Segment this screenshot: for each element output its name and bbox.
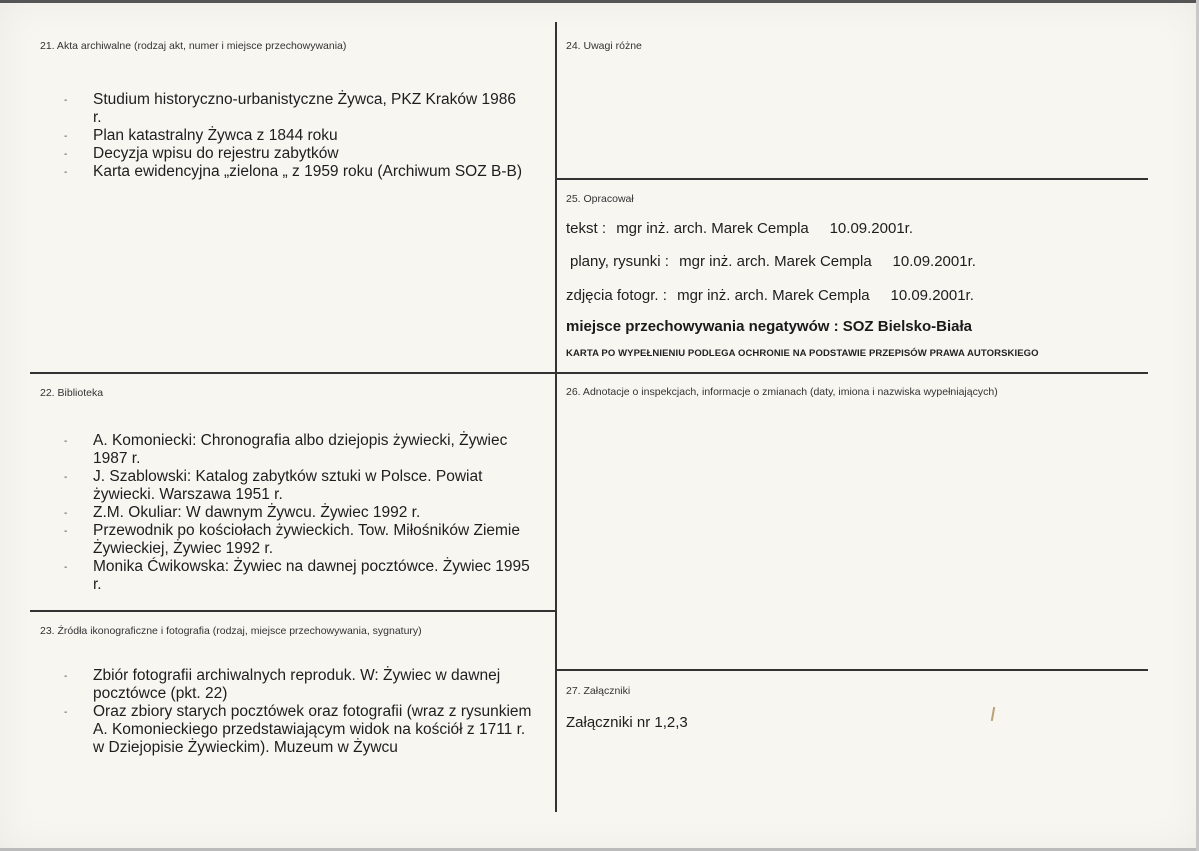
- divider-22-23: [30, 610, 556, 612]
- list-item: - Oraz zbiory starych pocztówek oraz fotografii (wraz z rysunkiem A. Komonieckiego przedstawiającym widok na kościół z 1711 r. w Dziejopisie Żywieckim). Muzeum w Żywcu: [64, 703, 536, 757]
- divider-26-27: [556, 669, 1148, 671]
- list-item: - A. Komoniecki: Chronografia albo dziejopis żywiecki, Żywiec 1987 r.: [64, 432, 532, 468]
- author-row-text: [566, 220, 913, 237]
- divider-24-25: [556, 178, 1148, 180]
- list-item: - Karta ewidencyjna „zielona „ z 1959 roku (Archiwum SOZ B-B): [64, 163, 524, 181]
- author-name: mgr inż. arch. Marek Cempla: [677, 287, 870, 304]
- pen-mark: [991, 707, 995, 721]
- author-row-drawings: [570, 253, 976, 270]
- author-role: zdjęcia fotogr. :: [566, 287, 667, 304]
- list-item: - Studium historyczno-urbanistyczne Żywca, PKZ Kraków 1986 r.: [64, 91, 524, 127]
- list-item: - Decyzja wpisu do rejestru zabytków: [64, 145, 524, 163]
- list-item: - J. Szablowski: Katalog zabytków sztuki w Polsce. Powiat żywiecki. Warszawa 1951 r.: [64, 468, 532, 504]
- section-27-label: 27. Załączniki: [566, 685, 631, 697]
- section-25-label: 25. Opracował: [566, 193, 634, 205]
- author-row-photos: [566, 287, 974, 304]
- author-date: 10.09.2001r.: [892, 253, 976, 270]
- attachments-value: Załączniki nr 1,2,3: [566, 714, 688, 731]
- copyright-notice: KARTA PO WYPEŁNIENIU PODLEGA OCHRONIE NA PODSTAWIE PRZEPISÓW PRAWA AUTORSKIEGO: [566, 348, 1039, 359]
- divider-25-26: [556, 372, 1148, 374]
- divider-21-22: [30, 372, 556, 374]
- column-divider: [555, 22, 557, 812]
- list-item: - Z.M. Okuliar: W dawnym Żywcu. Żywiec 1992 r.: [64, 504, 532, 522]
- section-26-label: 26. Adnotacje o inspekcjach, informacje o zmianach (daty, imiona i nazwiska wypełniających): [566, 386, 998, 398]
- list-item: - Plan katastralny Żywca z 1844 roku: [64, 127, 524, 145]
- section-23-list: [64, 667, 536, 757]
- list-item: - Monika Ćwikowska: Żywiec na dawnej pocztówce. Żywiec 1995 r.: [64, 558, 532, 594]
- section-24-label: 24. Uwagi różne: [566, 40, 642, 52]
- section-23-label: 23. Źródła ikonograficzne i fotografia (rodzaj, miejsce przechowywania, sygnatury): [40, 625, 422, 637]
- list-item: - Zbiór fotografii archiwalnych reproduk. W: Żywiec w dawnej pocztówce (pkt. 22): [64, 667, 536, 703]
- negatives-location: miejsce przechowywania negatywów : SOZ Bielsko-Biała: [566, 318, 972, 335]
- list-item: - Przewodnik po kościołach żywieckich. Tow. Miłośników Ziemie Żywieckiej, Żywiec 1992 r.: [64, 522, 532, 558]
- author-date: 10.09.2001r.: [829, 220, 914, 237]
- author-role: plany, rysunki :: [570, 253, 669, 270]
- scan-edge-top: [0, 0, 1199, 3]
- section-22-list: [64, 432, 532, 594]
- section-21-label: 21. Akta archiwalne (rodzaj akt, numer i miejsce przechowywania): [40, 40, 347, 52]
- section-22-label: 22. Biblioteka: [40, 387, 104, 399]
- author-name: mgr inż. arch. Marek Cempla: [679, 253, 872, 270]
- author-role: tekst :: [566, 220, 607, 237]
- author-date: 10.09.2001r.: [890, 287, 974, 304]
- author-name: mgr inż. arch. Marek Cempla: [616, 220, 809, 237]
- section-21-list: [64, 91, 524, 181]
